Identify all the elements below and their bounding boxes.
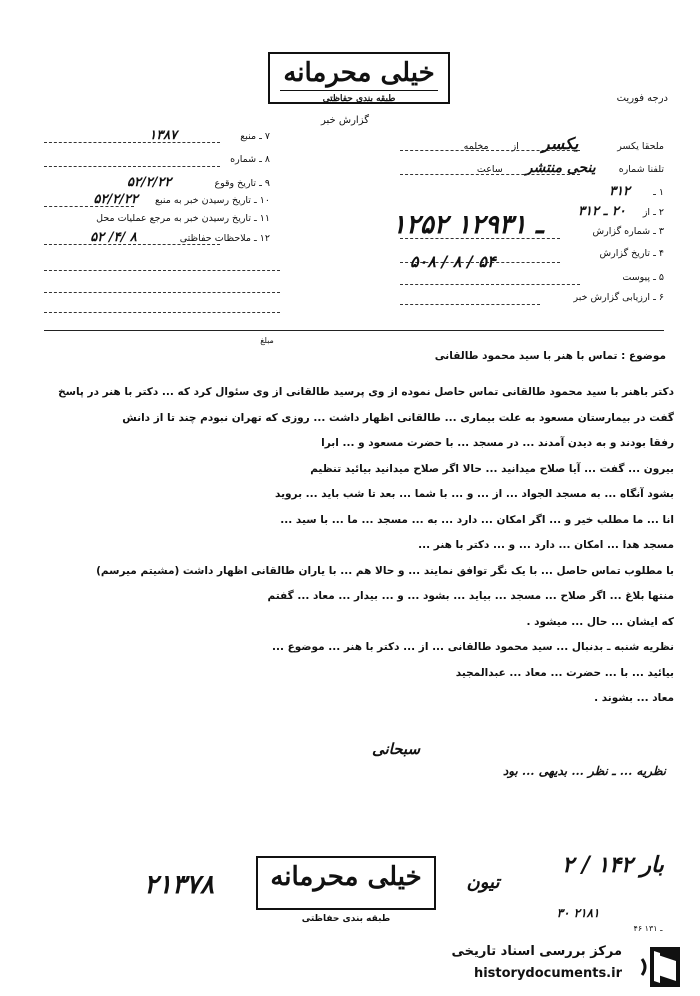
watermark-url: historydocuments.ir (473, 966, 622, 981)
subject-line: موضوع : تماس با هنر با سید محمود طالقانی (434, 350, 666, 362)
body-line: که ایشان ... حال ... میشود . (526, 615, 674, 628)
left-field-label: ۱۲ ـ ملاحظات حفاظتی (179, 233, 270, 244)
right-field-line (400, 150, 580, 151)
bottom-small-number: ۳۰ ۲۱۸۱ (556, 906, 600, 920)
body-line: گفت در بیمارستان مسعود به علت بیماری ... طالقانی اظهار داشت ... روزی که تهران نبودم چند تا از دانش (122, 411, 674, 424)
handwritten-reference-number: ۱۲۵۲ ـ ۱۲۹۳۱ (392, 210, 544, 240)
small-label: مبلغ (260, 336, 274, 345)
body-line: منتها بلاغ ... اگر صلاح ... مسجد ... بیاید ... بشود ... و ... بیدار ... معاد ... گفتم (267, 590, 674, 602)
top-stamp-title: خیلی محرمانه (283, 58, 435, 88)
right-field-mid: از (511, 141, 519, 152)
top-stamp-subtitle: طبقه بندی حفاظتی (280, 90, 438, 105)
left-field-line (44, 292, 280, 293)
right-field-label: ۴ ـ تاریخ گزارش (599, 248, 664, 259)
top-classification-stamp (268, 52, 450, 104)
left-field-line (44, 312, 280, 313)
bottom-hand-left: ۲۱۳۷۸ (144, 870, 214, 900)
right-field-label: تلفنا شماره (618, 164, 664, 175)
right-field-row (434, 272, 664, 284)
right-field-hand: ینحی منتشر (525, 160, 596, 176)
signature: سبحانی (371, 740, 421, 758)
body-line: بشود آنگاه ... به مسجد الجواد ... از ... و ... با شما ... بعد تا شب باید ... بروید (275, 488, 674, 500)
bottom-hand-mid: تیون (466, 872, 500, 893)
left-field-row (40, 213, 270, 225)
right-field-label: ۵ ـ پیوست (622, 272, 664, 283)
right-field-label: ملحقا یکسر (617, 141, 664, 152)
right-field-hand: یکسر (541, 134, 579, 153)
right-field-label: ۳ ـ شماره گزارش (592, 226, 664, 237)
left-field-line (44, 166, 220, 167)
footer-note: نظریه ... ـ نظر ... بدیهی ... بود (502, 764, 666, 778)
left-field-row (40, 177, 270, 190)
right-field-end: مخلمه (463, 141, 489, 152)
watermark-title: مرکز بررسی اسناد تاریخی (451, 944, 622, 959)
left-field-line (44, 142, 220, 143)
watermark (412, 938, 700, 996)
bottom-classification-stamp (256, 856, 436, 910)
body-line: رفقا بودند و به دیدن آمدند ... در مسجد ... با حضرت مسعود و ... ابرا (321, 437, 674, 449)
left-field-label: ۱۱ ـ تاریخ رسیدن خبر به مرجع عملیات محل (96, 213, 270, 224)
left-field-line (44, 206, 134, 207)
body-line: بیائید ... با ... حضرت ... معاد ... عبدالمجید (455, 666, 674, 679)
left-field-value: ۸ /۴/ ۵۲ (90, 230, 137, 245)
bottom-hand-right: بار ۱۴۲ / ۲ (562, 852, 664, 878)
left-field-row (40, 154, 270, 166)
body-line: با مطلوب تماس حاصل ... با یک نگر توافق نمایند ... و حالا هم ... با یاران طالقانی اظهار داشت (مشیتم میرسم) (96, 564, 674, 577)
left-field-value: ۵۲/۲/۲۲ (126, 175, 172, 190)
body-line: دکتر باهنر با سید محمود طالقانی تماس حاصل نموده از وی پرسید طالقانی از وی سئوال کرد که ... دکتر با هنر در پاسخ (58, 386, 674, 398)
right-field-value: ۲۰ ـ ۳۱۲ (578, 204, 626, 219)
body-line: بیرون ... گفت ... آیا صلاح میدانید ... حالا اگر صلاح میدانید بیائید تنظیم (310, 462, 674, 475)
left-field-value: ۱۳۸۷ (149, 128, 178, 143)
right-field-line (400, 174, 580, 175)
right-field-label: ۱ ـ (653, 187, 664, 198)
body-line: مسجد هدا ... امکان ... دارد ... و ... دکتر با هنر ... (418, 539, 674, 551)
bottom-corner-number: ۴۶ ـ ۱۳۱ (633, 924, 663, 933)
left-field-line (44, 270, 280, 271)
right-field-row (434, 292, 664, 304)
body-line: معاد ... بشوند . (594, 692, 674, 704)
left-field-label: ۷ ـ منبع (240, 131, 270, 142)
urgency-label: درجه فوریت (616, 93, 668, 104)
right-field-row (434, 186, 664, 199)
bottom-stamp-subtitle: طبقه بندی حفاظتی (301, 914, 391, 924)
right-field-line (400, 284, 580, 285)
handwritten-reference-sub: ۵۰۸ / ۸ / ۵۴ (410, 252, 496, 271)
left-field-line (44, 244, 220, 245)
body-line: نظریه شنبه ـ بدنبال ... سید محمود طالقانی ... از ... دکتر با هنر ... موضوع ... (272, 641, 674, 653)
left-field-label: ۸ ـ شماره (230, 154, 270, 165)
bottom-stamp-title: خیلی محرمانه (270, 862, 422, 892)
section-divider (44, 330, 664, 331)
right-field-label: ۶ ـ ارزیابی گزارش خبر (573, 292, 664, 303)
body-line: انا ... ما مطلب خیر و ... اگر امکان ... دارد ... به ... مسجد ... ما ... با سید ... (280, 513, 674, 526)
right-field-end: ساعت (476, 164, 503, 175)
left-field-label: ۱۰ ـ تاریخ رسیدن خبر به منبع (155, 195, 270, 206)
right-field-line (400, 304, 540, 305)
right-field-value: ۳۱۲ (609, 184, 631, 199)
right-field-label: ۲ ـ از (642, 207, 664, 218)
left-field-label: ۹ ـ تاریخ وقوع (214, 178, 270, 189)
archive-logo-icon (636, 941, 694, 993)
report-body (34, 380, 674, 712)
report-type: گزارش خبر (321, 115, 369, 126)
left-field-value: ۵۲/۲/۲۲ (93, 192, 138, 207)
